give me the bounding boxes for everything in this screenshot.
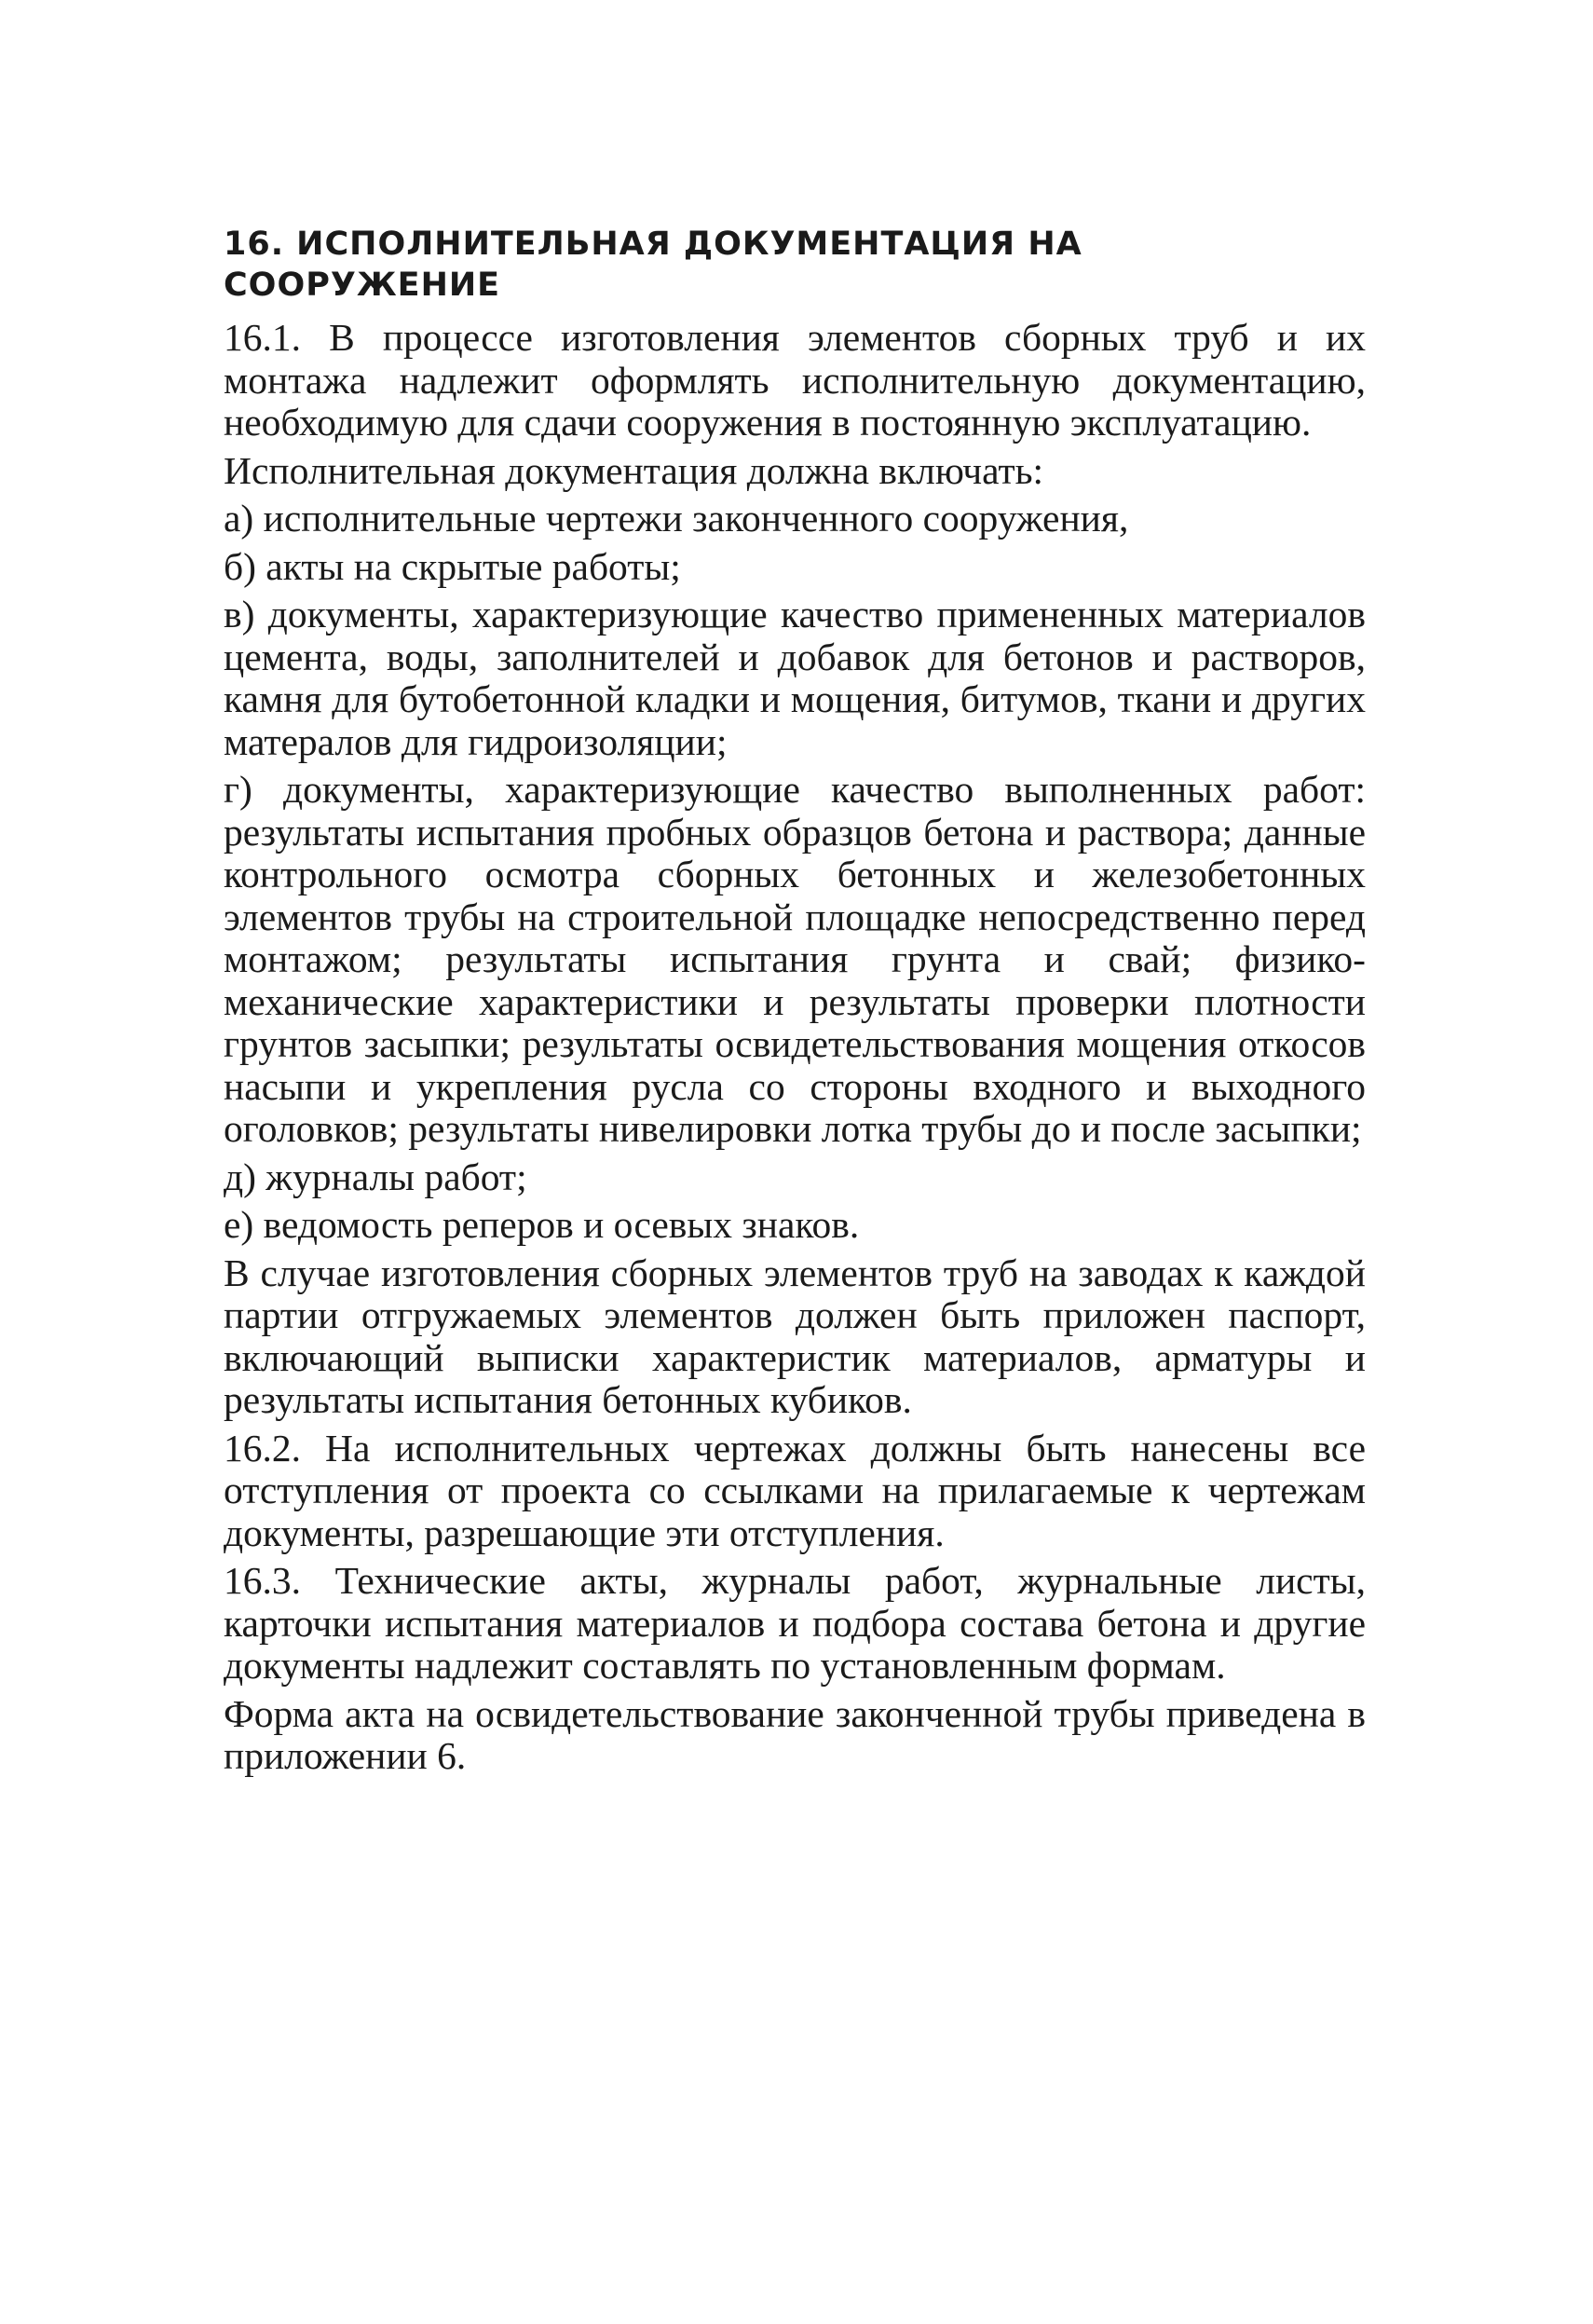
list-item-v: в) документы, характеризующие качество примененных материалов цемента, воды, заполнителей и добавок для бетонов и растворов, камня для бутобетонной кладки и мощения, битумов, ткани и других матералов для гидроизоляции;: [224, 593, 1366, 763]
list-item-a: а) исполнительные чертежи законченного сооружения,: [224, 497, 1129, 540]
list-item-e: е) ведомость реперов и осевых знаков.: [224, 1203, 860, 1246]
paragraph-16-3: 16.3. Технические акты, журналы работ, журнальные листы, карточки испытания материалов и подбора состава бетона и другие документы надлежит составлять по установленным формам.: [224, 1559, 1366, 1687]
paragraph-16-1: 16.1. В процессе изготовления элементов сборных труб и их монтажа надлежит оформлять исполнительную документацию, необходимую для сдачи сооружения в постоянную эксплуатацию.: [224, 316, 1366, 444]
list-item-d: д) журналы работ;: [224, 1155, 527, 1198]
list-item-g: г) документы, характеризующие качество выполненных работ: результаты испытания пробных образцов бетона и раствора; данные контрольного осмотра сборных бетонных и железобетонных элементов трубы на строительной площадке непосредственно перед монтажом; результаты испытания грунта и свай; физико-механические характеристики и результаты проверки плотности грунтов засыпки; результаты освидетельствования мощения откосов насыпи и укрепления русла со стороны входного и выходного оголовков; результаты нивелировки лотка трубы до и после засыпки;: [224, 768, 1366, 1150]
paragraph-documentation-list-intro: Исполнительная документация должна включать:: [224, 448, 1044, 492]
paragraph-16-2: 16.2. На исполнительных чертежах должны быть нанесены все отступления от проекта со ссылками на прилагаемые к чертежам документы, разрешающие эти отступления.: [224, 1426, 1366, 1554]
list-item-b: б) акты на скрытые работы;: [224, 544, 681, 588]
section-heading: 16. ИСПОЛНИТЕЛЬНАЯ ДОКУМЕНТАЦИЯ НА СООРУЖЕНИЕ: [224, 226, 1082, 304]
paragraph-act-form: Форма акта на освидетельствование законченной трубы приведена в приложении 6.: [224, 1691, 1366, 1777]
paragraph-factory-passport: В случае изготовления сборных элементов труб на заводах к каждой партии отгружаемых элементов должен быть приложен паспорт, включающий выписки характеристик материалов, арматуры и результаты испытания бетонных кубиков.: [224, 1251, 1366, 1421]
document-content: [224, 224, 1366, 1778]
